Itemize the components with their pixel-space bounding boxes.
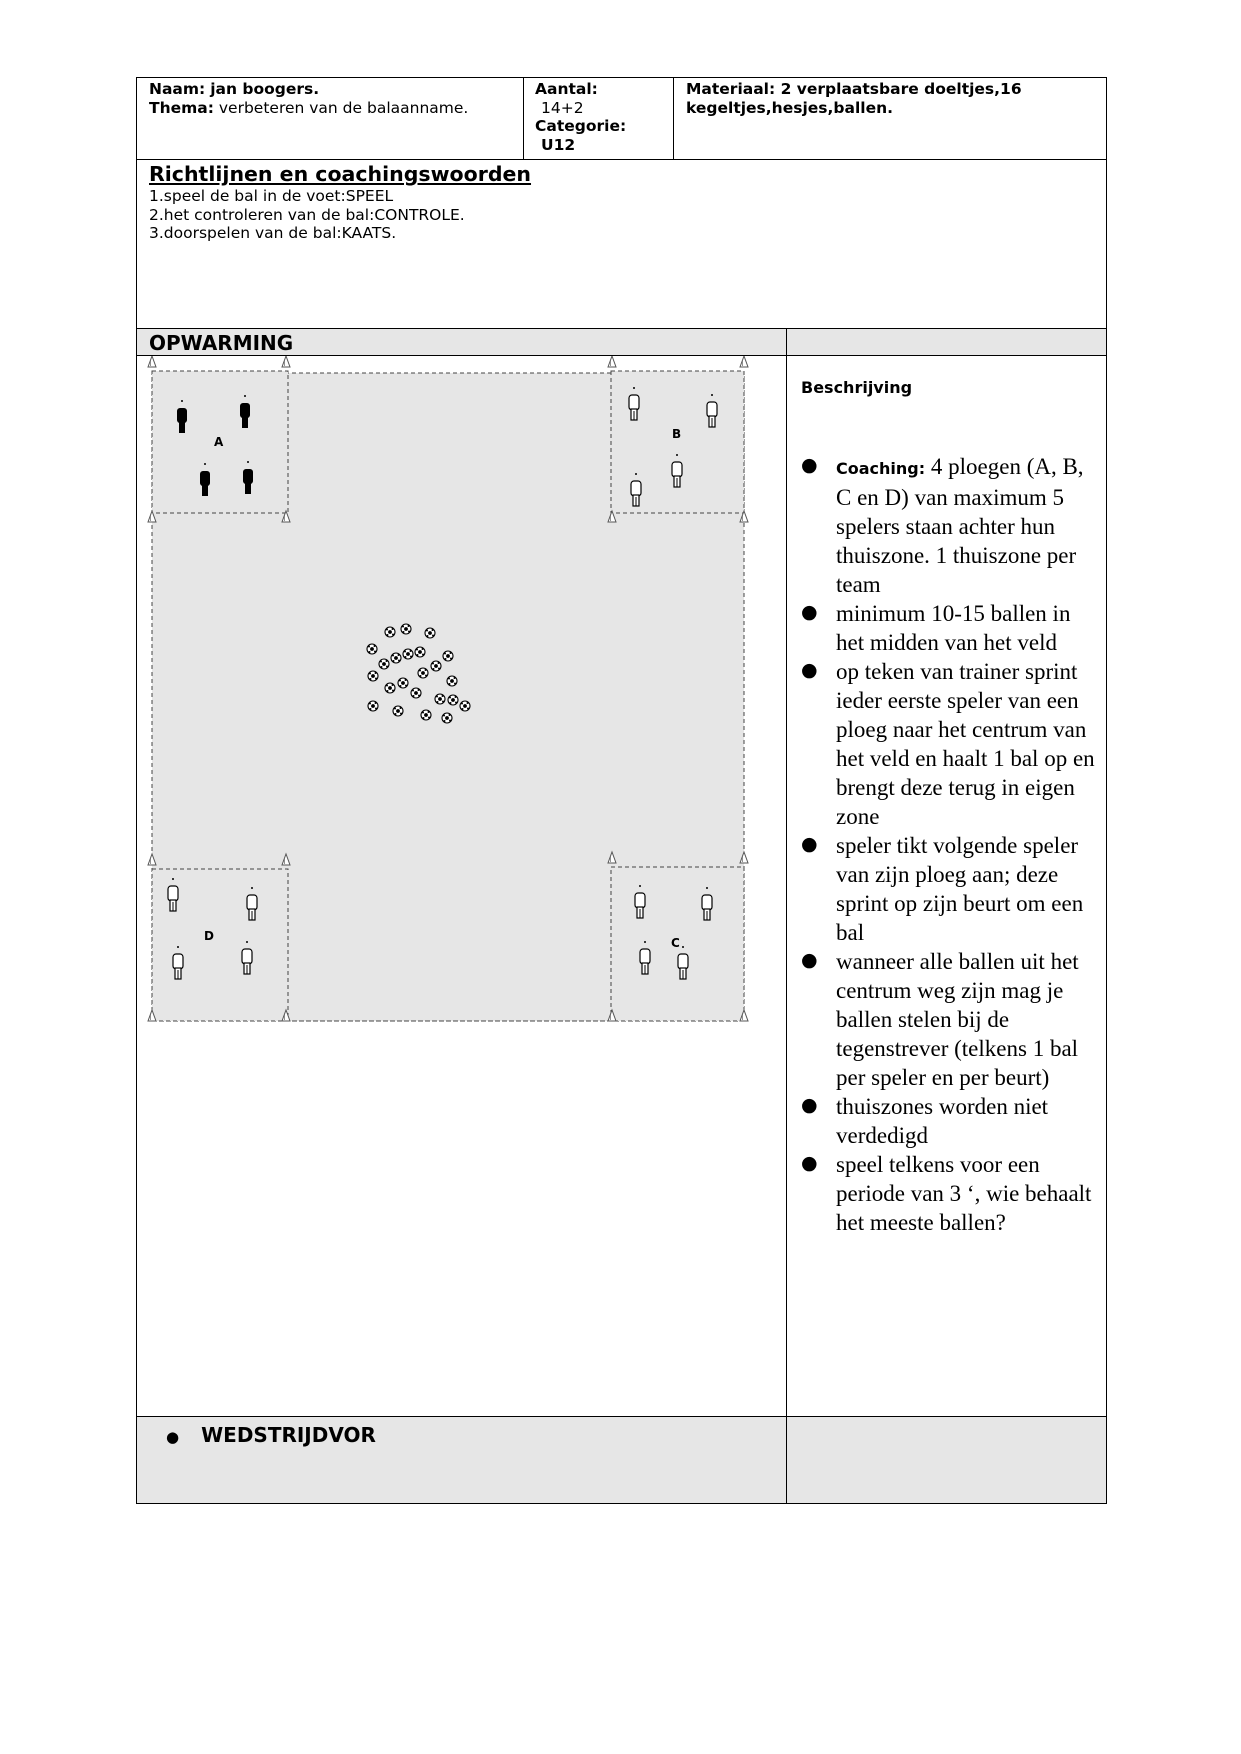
opwarming-title: OPWARMING [149, 331, 294, 355]
thema-value: verbeteren van de balaanname. [218, 98, 469, 117]
zone-b-label: B [672, 427, 682, 441]
wedstrijd-cell [166, 1423, 376, 1447]
categorie-label: Categorie: [535, 117, 627, 135]
col-divider-materiaal [673, 77, 674, 159]
richtlijnen-title: Richtlijnen en coachingswoorden [149, 162, 532, 186]
materiaal-cell [686, 80, 1086, 117]
bullet-icon: ● [166, 1428, 180, 1446]
beschrijving-title: Beschrijving [801, 378, 913, 397]
wedstrijd-row-right-bg [787, 1417, 1106, 1503]
bullet-text: thuiszones worden niet verdedigd [836, 1094, 1049, 1148]
bullet-text: speel telkens voor een periode van 3 ‘, wie behaalt het meeste ballen? [836, 1152, 1092, 1235]
zone-a-label: A [214, 435, 224, 449]
naam-thema-cell [149, 80, 519, 117]
richtlijnen-item-2: 2.het controleren van de bal:CONTROLE. [149, 205, 465, 224]
richtlijnen-item-3: 3.doorspelen van de bal:KAATS. [149, 224, 397, 242]
aantal-value: 14+2 [541, 98, 584, 117]
table-border-top [136, 77, 1107, 78]
col-divider-main [786, 328, 787, 1503]
table-border-bottom [136, 1503, 1107, 1504]
list-item: ● thuiszones worden niet verdedigd [801, 1094, 1049, 1148]
categorie-value: U12 [541, 135, 576, 154]
materiaal-label: Materiaal: [686, 80, 776, 98]
list-item: ● speler tikt volgende speler van zijn ploeg aan; deze sprint op zijn beurt om een bal [801, 833, 1084, 945]
list-item: ● speel telkens voor een periode van 3 ‘, wie behaalt het meeste ballen? [801, 1152, 1092, 1235]
wedstrijd-title: WEDSTRIJDVOR [201, 1423, 376, 1447]
coaching-label: Coaching: [836, 459, 926, 478]
bullet-text: op teken van trainer sprint ieder eerste speler van een ploeg naar het centrum van het veld en haalt 1 bal op en brengt deze terug in eigen zone [836, 659, 1095, 829]
table-border-right [1106, 77, 1107, 1504]
list-item: ● op teken van trainer sprint ieder eerste speler van een ploeg naar het centrum van het veld en haalt 1 bal op en brengt deze terug in eigen zone [801, 659, 1095, 829]
zone-c-label: C [671, 936, 680, 950]
materiaal-value: 2 verplaatsbare doeltjes,16 kegeltjes,hesjes,ballen. [686, 80, 1022, 117]
table-border-left [136, 77, 137, 1504]
bullet-text: minimum 10-15 ballen in het midden van het veld [836, 601, 1071, 655]
list-item: ● minimum 10-15 ballen in het midden van het veld [801, 601, 1071, 655]
col-divider-aantal [523, 77, 524, 159]
bullet-text: 4 ploegen (A, B, C en D) van maximum 5 spelers staan achter hun thuiszone. 1 thuiszone per team [836, 454, 1084, 597]
beschrijving-cell [801, 378, 1101, 1237]
opwarming-header-right-bg [787, 329, 1106, 355]
aantal-label: Aantal: [535, 80, 598, 98]
row-divider-1 [136, 159, 1107, 160]
field-diagram [140, 356, 760, 1031]
richtlijnen-item-1: 1.speel de bal in de voet:SPEEL [149, 187, 394, 205]
thema-label: Thema: [149, 98, 214, 117]
list-item: ● wanneer alle ballen uit het centrum weg zijn mag je ballen stelen bij de tegenstrever (telkens 1 bal per speler en per beurt) [801, 949, 1079, 1090]
richtlijnen-cell [149, 161, 1089, 243]
aantal-cell [535, 80, 670, 154]
bullet-text: wanneer alle ballen uit het centrum weg zijn mag je ballen stelen bij de tegenstrever (telkens 1 bal per speler en per beurt) [836, 949, 1079, 1090]
list-item: ● Coaching: 4 ploegen (A, B, C en D) van maximum 5 spelers staan achter hun thuiszone. 1 thuiszone per team [801, 454, 1084, 597]
naam-value: jan boogers. [210, 80, 320, 98]
naam-label: Naam: [149, 80, 206, 98]
beschrijving-list [801, 452, 1101, 1237]
zone-d-label: D [204, 929, 214, 943]
bullet-text: speler tikt volgende speler van zijn ploeg aan; deze sprint op zijn beurt om een bal [836, 833, 1084, 945]
